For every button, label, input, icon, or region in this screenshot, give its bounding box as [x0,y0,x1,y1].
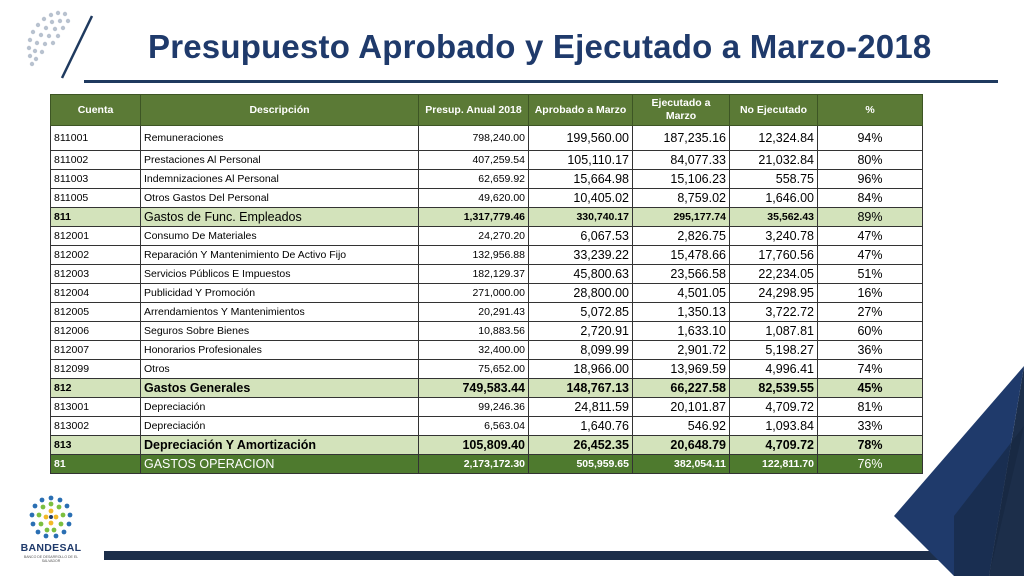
cell-percent: 94% [818,126,923,151]
cell-no-ejecutado: 3,240.78 [730,227,818,246]
cell-no-ejecutado: 4,996.41 [730,360,818,379]
cell-ejecutado: 295,177.74 [633,208,730,227]
logo-tagline: BANCO DE DESARROLLO DE EL SALVADOR [23,555,79,563]
cell-descripcion: Otros Gastos Del Personal [141,189,419,208]
cell-presup: 132,956.88 [419,246,529,265]
cell-cuenta: 812007 [51,341,141,360]
cell-percent: 47% [818,246,923,265]
table-row [51,322,923,341]
table-row [51,189,923,208]
table-row [51,360,923,379]
cell-descripcion: Prestaciones Al Personal [141,151,419,170]
cell-no-ejecutado: 122,811.70 [730,455,818,474]
cell-no-ejecutado: 82,539.55 [730,379,818,398]
header-ejecutado: Ejecutado a Marzo [633,95,730,126]
budget-table [50,94,923,474]
cell-presup: 75,652.00 [419,360,529,379]
cell-no-ejecutado: 1,087.81 [730,322,818,341]
cell-ejecutado: 20,101.87 [633,398,730,417]
cell-percent: 96% [818,170,923,189]
cell-aprobado: 10,405.02 [529,189,633,208]
cell-aprobado: 45,800.63 [529,265,633,284]
cell-presup: 407,259.54 [419,151,529,170]
cell-descripcion: Indemnizaciones Al Personal [141,170,419,189]
page-title: Presupuesto Aprobado y Ejecutado a Marzo-2018 [148,28,932,65]
footer-bar [104,551,974,560]
cell-percent: 89% [818,208,923,227]
cell-no-ejecutado: 22,234.05 [730,265,818,284]
cell-ejecutado: 20,648.79 [633,436,730,455]
header-presup-anual: Presup. Anual 2018 [419,95,529,126]
cell-aprobado: 1,640.76 [529,417,633,436]
table-row [51,341,923,360]
logo-wordmark: BANDESAL [20,542,82,554]
cell-no-ejecutado: 12,324.84 [730,126,818,151]
cell-percent: 74% [818,360,923,379]
cell-presup: 105,809.40 [419,436,529,455]
cell-presup: 10,883.56 [419,322,529,341]
cell-presup: 32,400.00 [419,341,529,360]
cell-presup: 271,000.00 [419,284,529,303]
cell-descripcion: GASTOS OPERACION [141,455,419,474]
cell-cuenta: 811002 [51,151,141,170]
cell-percent: 45% [818,379,923,398]
cell-descripcion: Gastos Generales [141,379,419,398]
title-underline [84,80,998,83]
table-row [51,265,923,284]
cell-descripcion: Depreciación Y Amortización [141,436,419,455]
cell-presup: 49,620.00 [419,189,529,208]
cell-presup: 798,240.00 [419,126,529,151]
cell-ejecutado: 1,633.10 [633,322,730,341]
cell-no-ejecutado: 21,032.84 [730,151,818,170]
cell-percent: 60% [818,322,923,341]
cell-no-ejecutado: 35,562.43 [730,208,818,227]
cell-cuenta: 813002 [51,417,141,436]
total-row [51,455,923,474]
cell-aprobado: 148,767.13 [529,379,633,398]
subtotal-row [51,436,923,455]
cell-descripcion: Otros [141,360,419,379]
cell-no-ejecutado: 4,709.72 [730,398,818,417]
cell-ejecutado: 382,054.11 [633,455,730,474]
cell-presup: 6,563.04 [419,417,529,436]
cell-cuenta: 812002 [51,246,141,265]
bandesal-logo [16,492,86,572]
cell-presup: 749,583.44 [419,379,529,398]
cell-no-ejecutado: 1,093.84 [730,417,818,436]
table-header-row [51,95,923,126]
table-row [51,170,923,189]
cell-ejecutado: 23,566.58 [633,265,730,284]
cell-cuenta: 812004 [51,284,141,303]
cell-aprobado: 5,072.85 [529,303,633,322]
cell-percent: 76% [818,455,923,474]
cell-percent: 33% [818,417,923,436]
cell-descripcion: Remuneraciones [141,126,419,151]
bandesal-emblem-icon [16,492,86,542]
cell-descripcion: Depreciación [141,417,419,436]
cell-percent: 27% [818,303,923,322]
cell-aprobado: 18,966.00 [529,360,633,379]
cell-presup: 24,270.20 [419,227,529,246]
cell-ejecutado: 15,478.66 [633,246,730,265]
cell-aprobado: 505,959.65 [529,455,633,474]
table-row [51,303,923,322]
cell-no-ejecutado: 3,722.72 [730,303,818,322]
cell-ejecutado: 15,106.23 [633,170,730,189]
cell-aprobado: 105,110.17 [529,151,633,170]
cell-aprobado: 15,664.98 [529,170,633,189]
cell-ejecutado: 4,501.05 [633,284,730,303]
cell-cuenta: 812003 [51,265,141,284]
cell-ejecutado: 66,227.58 [633,379,730,398]
cell-percent: 47% [818,227,923,246]
cell-cuenta: 813 [51,436,141,455]
cell-ejecutado: 2,901.72 [633,341,730,360]
cell-ejecutado: 187,235.16 [633,126,730,151]
cell-aprobado: 330,740.17 [529,208,633,227]
cell-cuenta: 812005 [51,303,141,322]
header-aprobado: Aprobado a Marzo [529,95,633,126]
cell-cuenta: 812099 [51,360,141,379]
cell-descripcion: Arrendamientos Y Mantenimientos [141,303,419,322]
cell-percent: 80% [818,151,923,170]
diagonal-slash-decoration [58,14,98,80]
cell-no-ejecutado: 558.75 [730,170,818,189]
cell-cuenta: 811003 [51,170,141,189]
cell-no-ejecutado: 4,709.72 [730,436,818,455]
cell-presup: 1,317,779.46 [419,208,529,227]
cell-aprobado: 28,800.00 [529,284,633,303]
cell-presup: 20,291.43 [419,303,529,322]
table-row [51,151,923,170]
subtotal-row [51,379,923,398]
corner-decoration [894,366,1024,576]
cell-aprobado: 8,099.99 [529,341,633,360]
cell-aprobado: 33,239.22 [529,246,633,265]
cell-ejecutado: 8,759.02 [633,189,730,208]
cell-aprobado: 2,720.91 [529,322,633,341]
cell-descripcion: Gastos de Func. Empleados [141,208,419,227]
cell-cuenta: 812001 [51,227,141,246]
cell-cuenta: 811005 [51,189,141,208]
cell-no-ejecutado: 17,760.56 [730,246,818,265]
header-cuenta: Cuenta [51,95,141,126]
table-row [51,227,923,246]
cell-ejecutado: 84,077.33 [633,151,730,170]
cell-descripcion: Seguros Sobre Bienes [141,322,419,341]
subtotal-row [51,208,923,227]
header-percent: % [818,95,923,126]
cell-descripcion: Servicios Públicos E Impuestos [141,265,419,284]
cell-percent: 78% [818,436,923,455]
table-row [51,398,923,417]
cell-cuenta: 813001 [51,398,141,417]
cell-descripcion: Honorarios Profesionales [141,341,419,360]
cell-descripcion: Consumo De Materiales [141,227,419,246]
table-row [51,246,923,265]
cell-presup: 62,659.92 [419,170,529,189]
cell-ejecutado: 1,350.13 [633,303,730,322]
cell-presup: 182,129.37 [419,265,529,284]
table-row [51,417,923,436]
cell-presup: 99,246.36 [419,398,529,417]
cell-percent: 84% [818,189,923,208]
cell-percent: 16% [818,284,923,303]
cell-ejecutado: 2,826.75 [633,227,730,246]
cell-descripcion: Publicidad Y Promoción [141,284,419,303]
cell-aprobado: 199,560.00 [529,126,633,151]
cell-descripcion: Reparación Y Mantenimiento De Activo Fijo [141,246,419,265]
cell-presup: 2,173,172.30 [419,455,529,474]
cell-no-ejecutado: 1,646.00 [730,189,818,208]
cell-aprobado: 6,067.53 [529,227,633,246]
cell-percent: 36% [818,341,923,360]
cell-ejecutado: 13,969.59 [633,360,730,379]
cell-no-ejecutado: 24,298.95 [730,284,818,303]
cell-percent: 51% [818,265,923,284]
cell-ejecutado: 546.92 [633,417,730,436]
cell-aprobado: 24,811.59 [529,398,633,417]
cell-descripcion: Depreciación [141,398,419,417]
cell-cuenta: 812 [51,379,141,398]
header-descripcion: Descripción [141,95,419,126]
cell-no-ejecutado: 5,198.27 [730,341,818,360]
header-no-ejecutado: No Ejecutado [730,95,818,126]
cell-cuenta: 812006 [51,322,141,341]
cell-cuenta: 81 [51,455,141,474]
table-row [51,126,923,151]
cell-aprobado: 26,452.35 [529,436,633,455]
table-row [51,284,923,303]
cell-percent: 81% [818,398,923,417]
cell-cuenta: 811 [51,208,141,227]
cell-cuenta: 811001 [51,126,141,151]
